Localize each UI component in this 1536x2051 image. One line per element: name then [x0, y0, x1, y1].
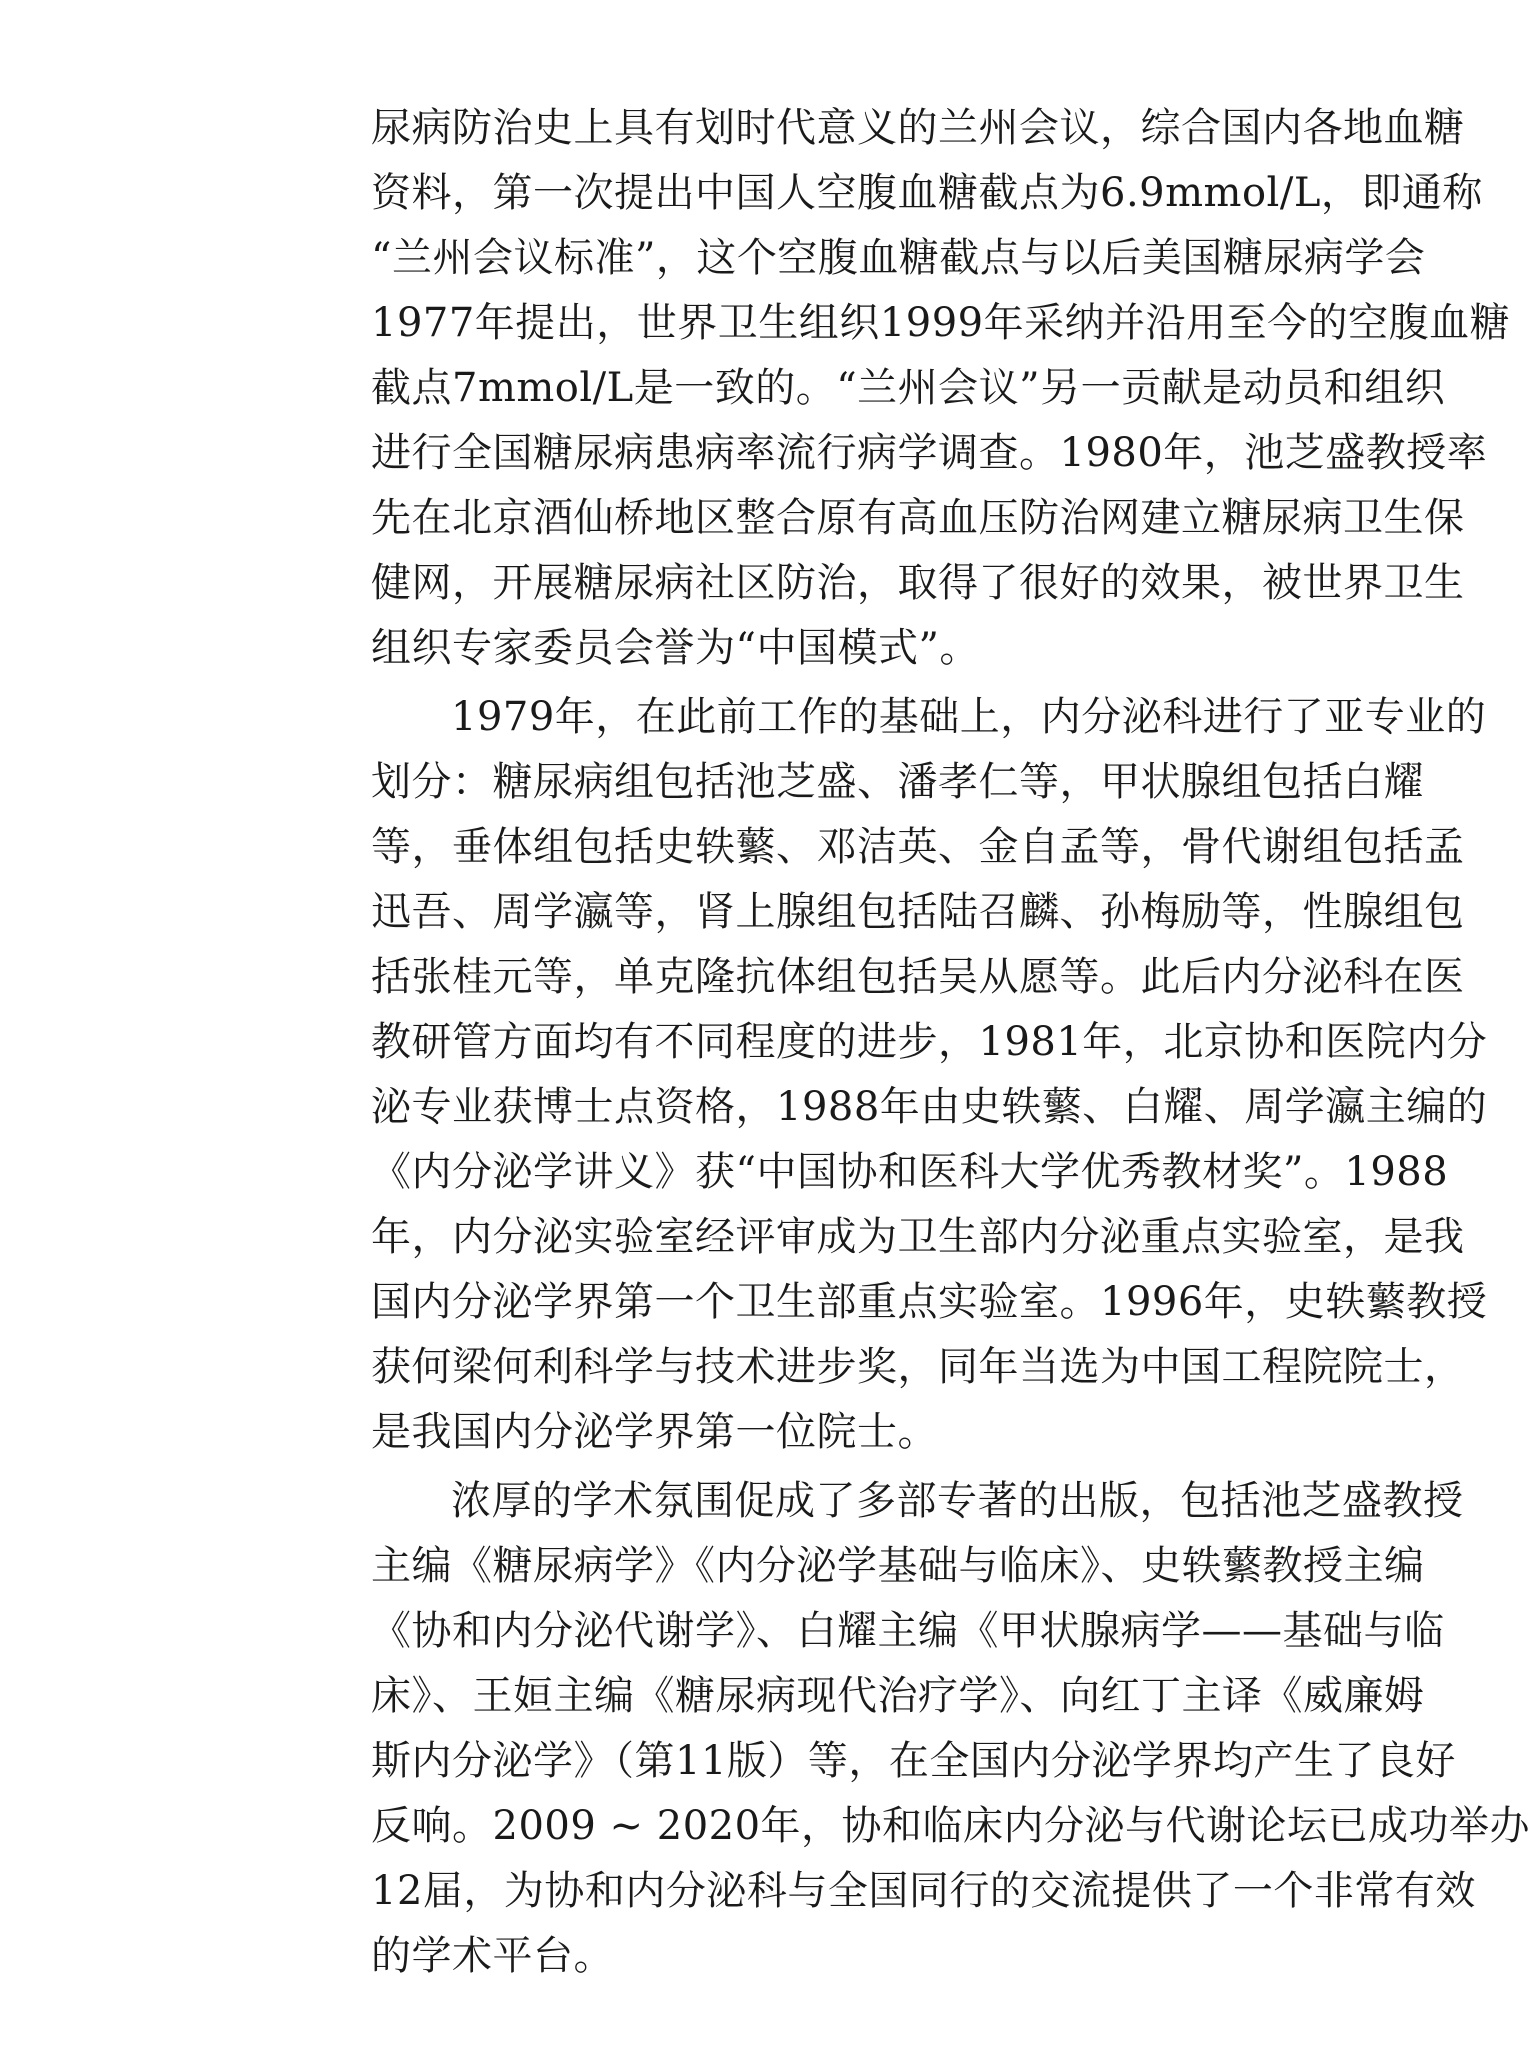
text-line: 先在北京酒仙桥地区整合原有高血压防治网建立糖尿病卫生保: [371, 495, 1465, 541]
text-line: 1979年，在此前工作的基础上，内分泌科进行了亚专业的: [451, 694, 1487, 740]
text-line: 斯内分泌学》（第11版）等，在全国内分泌学界均产生了良好: [371, 1738, 1456, 1784]
text-line: 泌专业获博士点资格，1988年由史轶蘩、白耀、周学瀛主编的: [371, 1084, 1488, 1130]
paragraph: [371, 1469, 1531, 1989]
paragraph: [371, 96, 1511, 681]
text-line: 《内分泌学讲义》获“中国协和医科大学优秀教材奖”。1988: [371, 1149, 1449, 1195]
text-line: 组织专家委员会誉为“中国模式”。: [371, 625, 980, 671]
text-line: 反响。2009 ~ 2020年，协和临床内分泌与代谢论坛已成功举办: [371, 1803, 1531, 1849]
text-line: 床》、王姮主编《糖尿病现代治疗学》、向红丁主译《威廉姆: [371, 1673, 1425, 1719]
body-text: [371, 96, 1531, 1989]
text-line: 截点7mmol/L是一致的。“兰州会议”另一贡献是动员和组织: [371, 365, 1446, 411]
text-line: 健网，开展糖尿病社区防治，取得了很好的效果，被世界卫生: [371, 560, 1465, 606]
text-line: 尿病防治史上具有划时代意义的兰州会议，综合国内各地血糖: [371, 105, 1465, 151]
text-line: 国内分泌学界第一个卫生部重点实验室。1996年，史轶蘩教授: [371, 1279, 1488, 1325]
text-line: 获何梁何利科学与技术进步奖，同年当选为中国工程院院士，: [371, 1344, 1465, 1390]
text-line: 括张桂元等，单克隆抗体组包括吴从愿等。此后内分泌科在医: [371, 954, 1465, 1000]
text-line: 等，垂体组包括史轶蘩、邓洁英、金自孟等，骨代谢组包括孟: [371, 824, 1465, 870]
text-line: 《协和内分泌代谢学》、白耀主编《甲状腺病学——基础与临: [371, 1608, 1445, 1654]
text-line: 12届，为协和内分泌科与全国同行的交流提供了一个非常有效: [371, 1868, 1476, 1914]
text-line: 迅吾、周学瀛等，肾上腺组包括陆召麟、孙梅励等，性腺组包: [371, 889, 1465, 935]
text-line: “兰州会议标准”，这个空腹血糖截点与以后美国糖尿病学会: [371, 235, 1426, 281]
text-line: 资料，第一次提出中国人空腹血糖截点为6.9mmol/L，即通称: [371, 170, 1483, 216]
text-line: 划分：糖尿病组包括池芝盛、潘孝仁等，甲状腺组包括白耀: [371, 759, 1424, 805]
text-line: 进行全国糖尿病患病率流行病学调查。1980年，池芝盛教授率: [371, 430, 1488, 476]
text-line: 1977年提出，世界卫生组织1999年采纳并沿用至今的空腹血糖: [371, 300, 1511, 346]
text-line: 年，内分泌实验室经评审成为卫生部内分泌重点实验室，是我: [371, 1214, 1465, 1260]
text-line: 是我国内分泌学界第一位院士。: [371, 1409, 938, 1455]
text-line: 的学术平台。: [371, 1933, 614, 1979]
text-line: 主编《糖尿病学》《内分泌学基础与临床》、史轶蘩教授主编: [371, 1543, 1425, 1589]
text-line: 教研管方面均有不同程度的进步，1981年，北京协和医院内分: [371, 1019, 1488, 1065]
text-line: 浓厚的学术氛围促成了多部专著的出版，包括池芝盛教授: [451, 1478, 1464, 1524]
paragraph: [371, 685, 1488, 1465]
